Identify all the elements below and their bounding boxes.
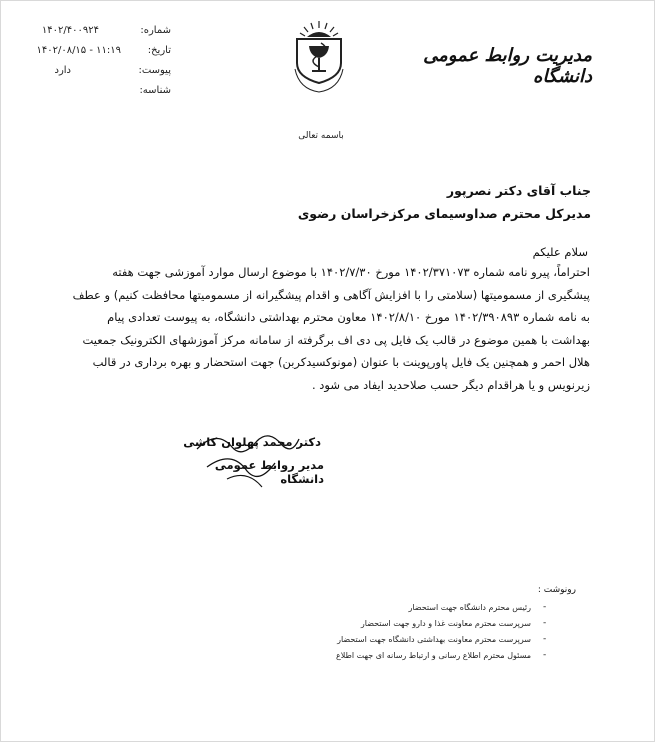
cc-item: مسئول محترم اطلاع رسانی و ارتباط رسانه ای جهت اطلاع (336, 651, 531, 660)
body-line: احتراماً، پیرو نامه شماره ۱۴۰۲/۳۷۱۰۷۳ مورخ ۱۴۰۲/۷/۳۰ با موضوع ارسال موارد آموزشی جهت هفته (112, 265, 590, 279)
body-line: هلال احمر و همچنین یک فایل پاورپوینت با عنوان (مونوکسیدکربن) جهت استحضار و بهره برداری در قالب (92, 355, 590, 369)
cc-bullet: - (543, 602, 547, 612)
addressee-name: جناب آقای دکتر نصرپور (446, 183, 591, 198)
date-label: تاریخ: (147, 45, 171, 56)
department-title: مدیریت روابط عمومی دانشگاه (423, 45, 592, 87)
cc-bullet: - (543, 634, 547, 644)
cc-title: رونوشت : (537, 585, 576, 595)
letter-body (59, 261, 590, 396)
signatory-title: مدیر روابط عمومی دانشگاه (214, 458, 324, 486)
cc-item: رئیس محترم دانشگاه جهت استحضار (408, 603, 531, 612)
greeting: سلام علیکم (532, 245, 588, 259)
number-value: ۱۴۰۲/۴۰۰۹۲۴ (41, 25, 99, 36)
cc-item: سرپرست محترم معاونت بهداشتی دانشگاه جهت استحضار (337, 635, 531, 644)
body-line: بهداشت با همین موضوع در قالب یک فایل پی دی اف برگرفته از سامانه مرکز آموزشهای الکترونیک جمعیت (82, 332, 590, 347)
date-value: ۱۴۰۲/۰۸/۱۵ - ۱۱:۱۹ (36, 45, 121, 56)
cc-bullet: - (543, 650, 547, 660)
cc-item: سرپرست محترم معاونت غذا و دارو جهت استحضار (360, 619, 531, 628)
id-label: شناسه: (139, 85, 171, 96)
body-line: پیشگیری از مسمومیتها (سلامتی را با افزایش آگاهی و اقدام پیشگیرانه از مسمومیتها محافظت کنیم) و عطف (72, 287, 590, 302)
cc-bullet: - (543, 618, 547, 628)
signatory-name: دکتر محمد پهلوان کاشی (183, 435, 321, 449)
attachment-label: پیوست: (138, 65, 171, 76)
body-line: به نامه شماره ۱۴۰۲/۳۹۰۸۹۳ مورخ ۱۴۰۲/۸/۱۰ معاون محترم بهداشتی دانشگاه، به پیوست تعدادی پیام (107, 310, 590, 324)
addressee-position: مدیرکل محترم صداوسیمای مرکزخراسان رضوی (297, 206, 591, 221)
basmala: باسمه تعالی (298, 131, 344, 141)
attachment-value: دارد (54, 65, 71, 76)
number-label: شماره: (140, 25, 171, 36)
body-line: زیرنویس و یا هراقدام دیگر حسب صلاحدید ایفاد می شود . (312, 377, 590, 392)
university-medical-emblem-icon (291, 19, 347, 93)
